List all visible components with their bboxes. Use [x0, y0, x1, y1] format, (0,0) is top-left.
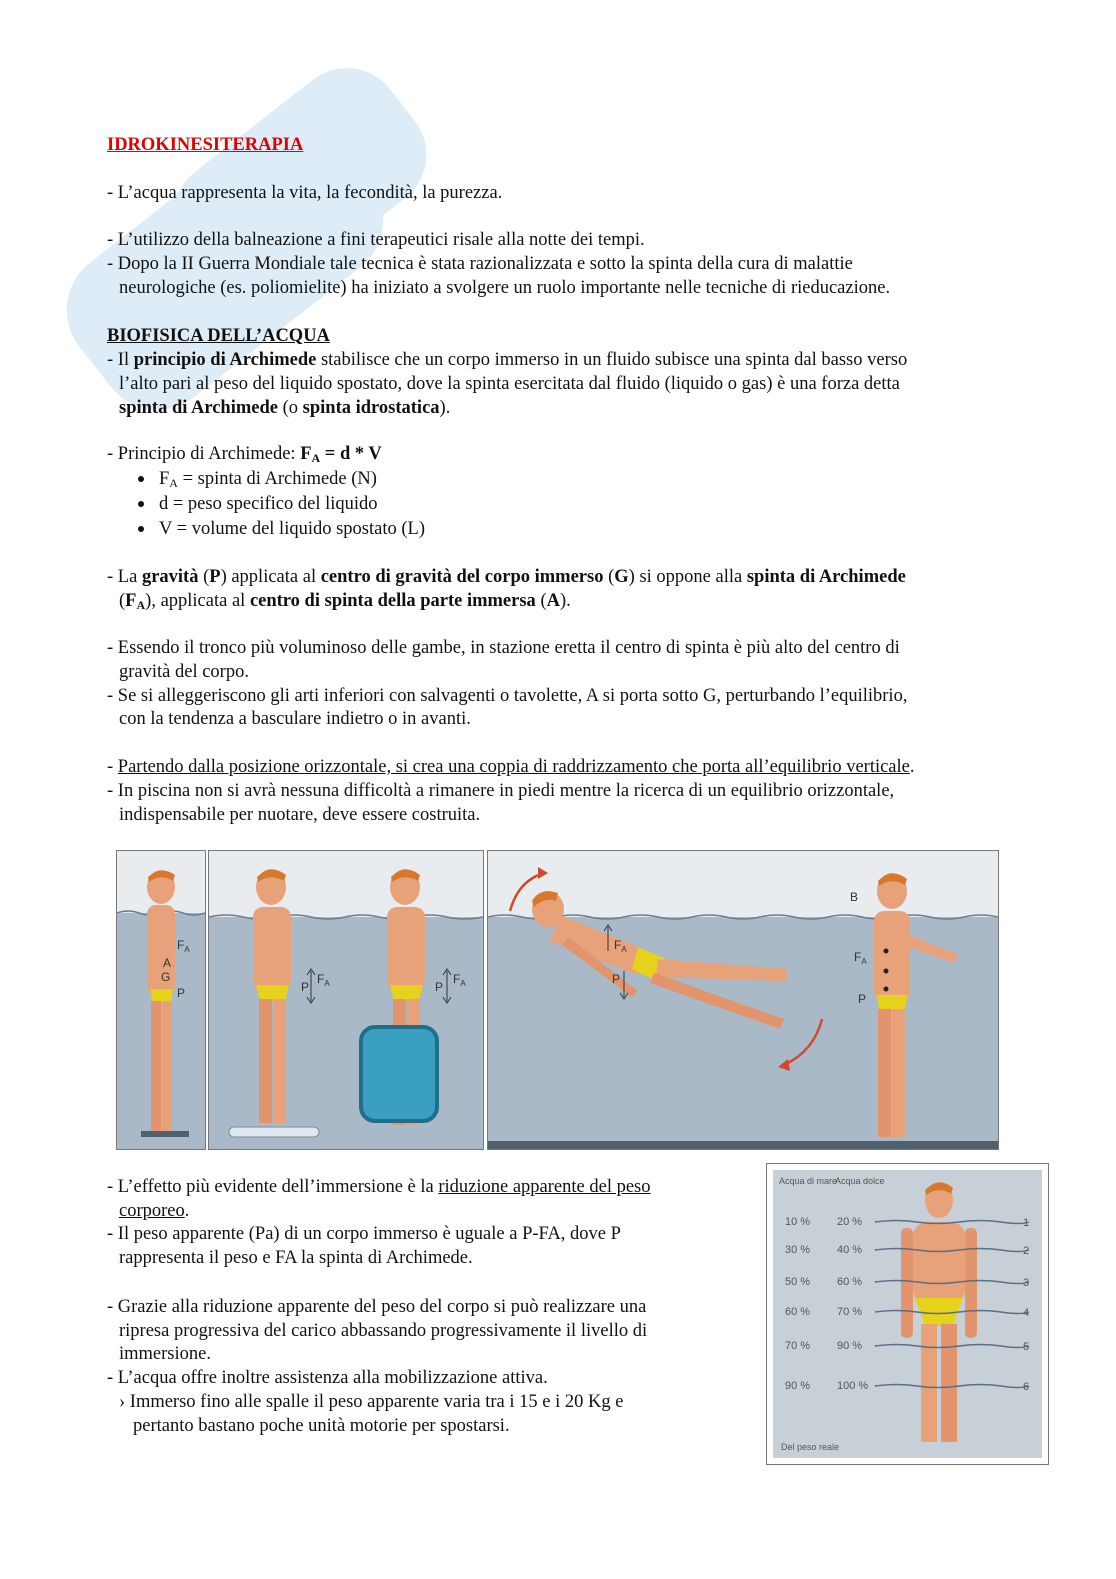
level-mare-value: 50 % — [785, 1276, 811, 1288]
level-number: 1 — [1023, 1217, 1030, 1229]
effect-line-2: corporeo. — [119, 1201, 190, 1221]
bullet-v: V = volume del liquido spostato (L) — [159, 519, 425, 539]
bullet-dot — [138, 476, 144, 482]
level-mare-value: 70 % — [785, 1340, 811, 1352]
label-fa: $F_A$ — [614, 938, 627, 954]
bullet-dot — [138, 526, 144, 532]
level-dolce-value: 90 % — [837, 1340, 863, 1352]
figure-immersion-levels — [766, 1163, 1049, 1465]
section-heading-biofisica: BIOFISICA DELL’ACQUA — [107, 326, 330, 346]
figure-standing-float — [208, 850, 484, 1150]
level-mare-value: 60 % — [785, 1306, 811, 1318]
effect-line-1: - L’effetto più evidente dell’immersione è la riduzione apparente del peso — [107, 1177, 651, 1197]
piscina-line-1: - In piscina non si avrà nessuna difficoltà a rimanere in piedi mentre la ricerca di un equilibrio orizzontale, — [107, 781, 895, 801]
trunk-line-3: - Se si alleggeriscono gli arti inferiori con salvagenti o tavolette, A si porta sotto G, perturbando l’equilibrio, — [107, 686, 908, 706]
intro-line-1: - L’acqua rappresenta la vita, la fecondità, la purezza. — [107, 183, 503, 203]
label-b: B — [850, 890, 859, 904]
bullet-fa: $F_A$ = spinta di Archimede (N) — [159, 469, 377, 490]
grazie-line-4: - L’acqua offre inoltre assistenza alla mobilizzazione attiva. — [107, 1368, 548, 1388]
archimede-paragraph-line-2: l’alto pari al peso del liquido spostato, dove la spinta esercitata dal fluido (liquido o gas) è una forza detta — [119, 374, 900, 394]
bullet-d: d = peso specifico del liquido — [159, 494, 378, 514]
level-number: 2 — [1023, 1245, 1030, 1257]
label-fa: $F_A$ — [317, 972, 330, 988]
level-mare-value: 90 % — [785, 1380, 811, 1392]
level-dolce-value: 20 % — [837, 1216, 863, 1228]
label-g: G — [161, 970, 171, 984]
grazie-line-2: ripresa progressiva del carico abbassando progressivamente il livello di — [119, 1321, 648, 1341]
grazie-line-3: immersione. — [119, 1344, 211, 1364]
label-p: P — [612, 972, 621, 986]
gravity-line-2: $(F_A)$, applicata al centro di spinta della parte immersa (A). — [119, 591, 571, 612]
pa-line-1: - Il peso apparente (Pa) di un corpo immerso è uguale a P-FA, dove P — [107, 1224, 621, 1244]
level-number: 5 — [1023, 1341, 1030, 1353]
intro-line-4: neurologiche (es. poliomielite) ha iniziato a svolgere un ruolo importante nelle tecniche di rieducazione. — [119, 278, 891, 298]
col-header-mare: Acqua di mare — [779, 1176, 838, 1186]
immerso-line-2: pertanto bastano poche unità motorie per spostarsi. — [133, 1416, 510, 1436]
level-dolce-value: 100 % — [837, 1380, 869, 1392]
immerso-line-1: › Immerso fino alle spalle il peso apparente varia tra i 15 e i 20 Kg e — [119, 1392, 624, 1412]
figure-standing-side — [116, 850, 206, 1150]
formula-line: - Principio di Archimede: $F_A = d * V$ — [107, 444, 382, 465]
level-number: 3 — [1023, 1277, 1030, 1289]
label-fa: $F_A$ — [453, 972, 466, 988]
level-mare-value: 10 % — [785, 1216, 811, 1228]
label-fa: $F_A$ — [854, 950, 867, 966]
intro-line-2: - L’utilizzo della balneazione a fini terapeutici risale alla notte dei tempi. — [107, 230, 645, 250]
trunk-line-2: gravità del corpo. — [119, 662, 249, 682]
archimede-paragraph-line-1: - Il principio di Archimede stabilisce che un corpo immerso in un fluido subisce una spinta dal basso verso — [107, 350, 908, 370]
level-dolce-value: 40 % — [837, 1244, 863, 1256]
label-fa: $F_A$ — [177, 938, 190, 954]
trunk-line-1: - Essendo il tronco più voluminoso delle gambe, in stazione eretta il centro di spinta è più alto del centro di — [107, 638, 900, 658]
grazie-line-1: - Grazie alla riduzione apparente del peso del corpo si può realizzare una — [107, 1297, 647, 1317]
label-a: A — [163, 956, 172, 970]
figure-horizontal-recovery — [487, 850, 999, 1150]
label-p: P — [858, 992, 867, 1006]
piscina-line-2: indispensabile per nuotare, deve essere costruita. — [119, 805, 481, 825]
label-p: P — [301, 980, 310, 994]
bullet-dot — [138, 501, 144, 507]
horizontal-equilibrium-line: - Partendo dalla posizione orizzontale, si crea una coppia di raddrizzamento che porta all’equilibrio verticale. — [107, 757, 915, 777]
level-mare-value: 30 % — [785, 1244, 811, 1256]
pa-line-2: rappresenta il peso e FA la spinta di Archimede. — [119, 1248, 473, 1268]
page-title: IDROKINESITERAPIA — [107, 135, 304, 155]
label-p: P — [177, 986, 186, 1000]
archimede-paragraph-line-3: spinta di Archimede (o spinta idrostatica). — [119, 398, 451, 418]
col-header-dolce: Acqua dolce — [835, 1176, 885, 1186]
level-dolce-value: 70 % — [837, 1306, 863, 1318]
label-p: P — [435, 980, 444, 994]
trunk-line-4: con la tendenza a basculare indietro o in avanti. — [119, 709, 471, 729]
footer-label: Del peso reale — [781, 1442, 840, 1452]
intro-line-3: - Dopo la II Guerra Mondiale tale tecnica è stata razionalizzata e sotto la spinta della cura di malattie — [107, 254, 853, 274]
level-number: 4 — [1023, 1307, 1030, 1319]
gravity-line-1: - La gravità (P) applicata al centro di gravità del corpo immerso (G) si oppone alla spinta di Archimede — [107, 567, 906, 587]
level-number: 6 — [1023, 1381, 1030, 1393]
level-dolce-value: 60 % — [837, 1276, 863, 1288]
